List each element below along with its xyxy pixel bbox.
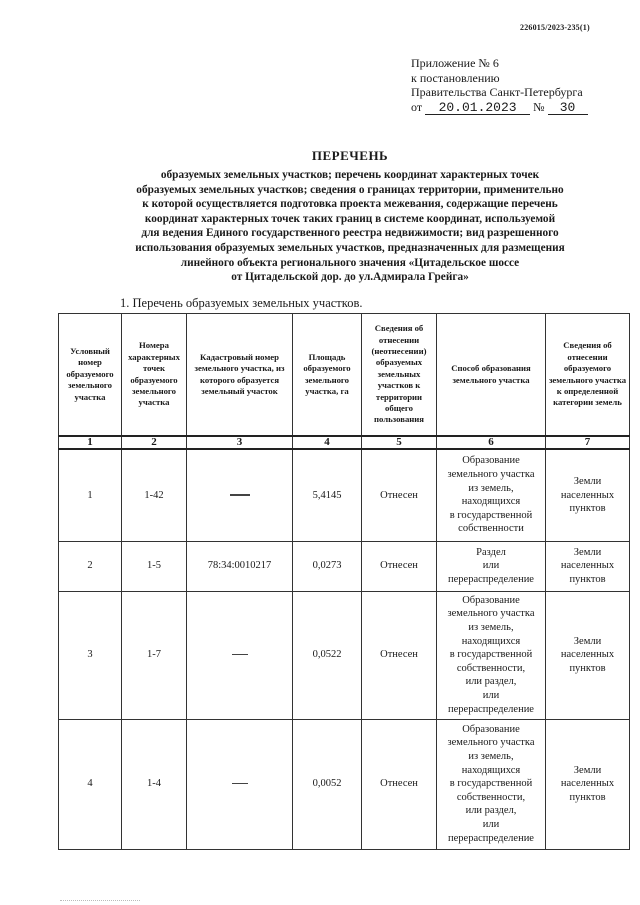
category-cell — [546, 591, 630, 719]
method-line: находящихся — [461, 496, 521, 508]
points-cell: 1-7 — [122, 591, 187, 719]
method-line: земельного участка — [447, 737, 535, 749]
header-category: Сведения об отнесении образуемого земельного участка к определенной категории земель — [546, 314, 630, 437]
method-line: или раздел, — [465, 805, 517, 817]
category-cell — [546, 719, 630, 849]
title-line: использования образуемых земельных участков, предназначенных для размещения — [135, 241, 565, 254]
area-cell: 0,0273 — [293, 541, 362, 591]
cadastral-cell: 78:34:0010217 — [187, 541, 293, 591]
public-use-cell: Отнесен — [362, 449, 437, 541]
document-id: 226015/2023-235(1) — [520, 23, 590, 32]
column-number: 7 — [546, 436, 630, 449]
decree-date: 20.01.2023 — [425, 101, 530, 115]
points-cell: 1-5 — [122, 541, 187, 591]
method-cell — [437, 541, 546, 591]
title-line: линейного объекта регионального значения «Цитадельское шоссе — [180, 256, 520, 269]
method-line: земельного участка — [447, 608, 535, 620]
table-row — [59, 719, 630, 849]
area-cell: 5,4145 — [293, 449, 362, 541]
dash-mark — [232, 654, 248, 655]
method-cell — [437, 449, 546, 541]
cadastral-cell — [187, 591, 293, 719]
method-line: или — [482, 560, 500, 572]
header-cadastral: Кадастровый номер земельного участка, из которого образуется земельный участок — [187, 314, 293, 437]
method-line: перераспределение — [448, 573, 534, 585]
category-line: населенных — [560, 778, 615, 790]
title-heading: ПЕРЕЧЕНЬ — [311, 148, 389, 163]
title-line: образуемых земельных участков; сведения о границах территории, применительно — [136, 183, 564, 196]
column-number: 1 — [59, 436, 122, 449]
category-line: Земли — [573, 476, 602, 487]
plot-number-cell: 3 — [59, 591, 122, 719]
category-line: населенных — [560, 649, 615, 661]
column-number: 4 — [293, 436, 362, 449]
plot-number-cell: 1 — [59, 449, 122, 541]
public-use-cell: Отнесен — [362, 719, 437, 849]
method-line: в государственной — [449, 778, 533, 790]
method-line: из земель, — [468, 751, 514, 763]
title-line: образуемых земельных участков; перечень координат характерных точек — [160, 169, 540, 181]
table-row — [59, 449, 630, 541]
title-line: для ведения Единого государственного реестра недвижимости; вид разрешенного — [141, 227, 559, 240]
plot-number-cell: 2 — [59, 541, 122, 591]
table-header-row — [59, 314, 630, 437]
column-number: 3 — [187, 436, 293, 449]
method-line: собственности, — [456, 662, 526, 674]
method-line: земельного участка — [447, 469, 535, 481]
column-number: 6 — [437, 436, 546, 449]
category-cell — [546, 449, 630, 541]
plot-number-cell: 4 — [59, 719, 122, 849]
points-cell: 1-42 — [122, 449, 187, 541]
method-line: находящихся — [461, 764, 521, 776]
method-line: из земель, — [468, 622, 514, 634]
document-title — [90, 148, 610, 285]
appendix-line-3: Правительства Санкт-Петербурга — [411, 85, 583, 99]
title-line: от Цитадельской дор. до ул.Адмирала Грейга» — [231, 271, 469, 284]
category-line: пунктов — [569, 573, 606, 585]
category-line: пунктов — [569, 791, 606, 803]
column-number: 2 — [122, 436, 187, 449]
title-line: координат характерных точек таких границ в системе координат, используемой — [144, 212, 556, 225]
public-use-cell: Отнесен — [362, 591, 437, 719]
header-plot-number: Условный номер образуемого земельного участка — [59, 314, 122, 437]
decree-number: 30 — [548, 101, 588, 115]
category-line: Земли — [573, 635, 602, 647]
method-line: или — [482, 818, 500, 830]
method-cell — [437, 591, 546, 719]
method-line: Раздел — [476, 546, 506, 558]
header-area: Площадь образуемого земельного участка, га — [293, 314, 362, 437]
method-line: находящихся — [461, 635, 521, 647]
table-row — [59, 591, 630, 719]
category-line: Земли — [573, 546, 602, 558]
area-cell: 0,0052 — [293, 719, 362, 849]
column-number-row — [59, 436, 630, 449]
header-points: Номера характерных точек образуемого земельного участка — [122, 314, 187, 437]
cadastral-cell — [187, 719, 293, 849]
title-line: к которой осуществляется подготовка проекта межевания, содержащие перечень — [142, 198, 558, 211]
method-cell — [437, 719, 546, 849]
appendix-line-1: Приложение № 6 — [411, 56, 499, 70]
appendix-line-2: к постановлению — [411, 70, 500, 85]
method-line: или раздел, — [465, 676, 517, 688]
points-cell: 1-4 — [122, 719, 187, 849]
method-line: Образование — [462, 455, 520, 467]
number-prefix: № — [533, 99, 545, 114]
area-cell: 0,0522 — [293, 591, 362, 719]
table-row — [59, 541, 630, 591]
date-prefix: от — [411, 99, 423, 114]
method-line: перераспределение — [448, 703, 534, 715]
method-line: перераспределение — [448, 832, 534, 844]
method-line: в государственной — [449, 649, 533, 661]
method-line: или — [482, 689, 500, 701]
scan-artifact — [60, 899, 140, 901]
public-use-cell: Отнесен — [362, 541, 437, 591]
cadastral-cell — [187, 449, 293, 541]
category-cell — [546, 541, 630, 591]
dash-mark — [232, 783, 248, 784]
land-plots-table — [58, 313, 630, 850]
column-number: 5 — [362, 436, 437, 449]
header-method: Способ образования земельного участка — [437, 314, 546, 437]
category-line: населенных — [560, 560, 615, 572]
method-line: в государственной — [449, 509, 533, 521]
category-line: Земли — [573, 764, 602, 776]
method-line: собственности — [458, 523, 524, 535]
category-line: пунктов — [569, 503, 606, 514]
method-line: из земель, — [468, 482, 514, 494]
method-line: Образование — [462, 594, 520, 606]
appendix-date-line — [411, 100, 588, 115]
method-line: собственности, — [456, 791, 526, 803]
category-line: пунктов — [569, 662, 606, 674]
appendix-block — [411, 56, 588, 115]
section-heading: 1. Перечень образуемых земельных участков. — [120, 296, 363, 310]
category-line: населенных — [560, 489, 615, 501]
header-public-use: Сведения об отнесении (неотнесении) образуемых земельных участков к территории общего пользования — [362, 314, 437, 437]
dash-mark — [230, 494, 250, 496]
method-line: Образование — [462, 723, 520, 735]
